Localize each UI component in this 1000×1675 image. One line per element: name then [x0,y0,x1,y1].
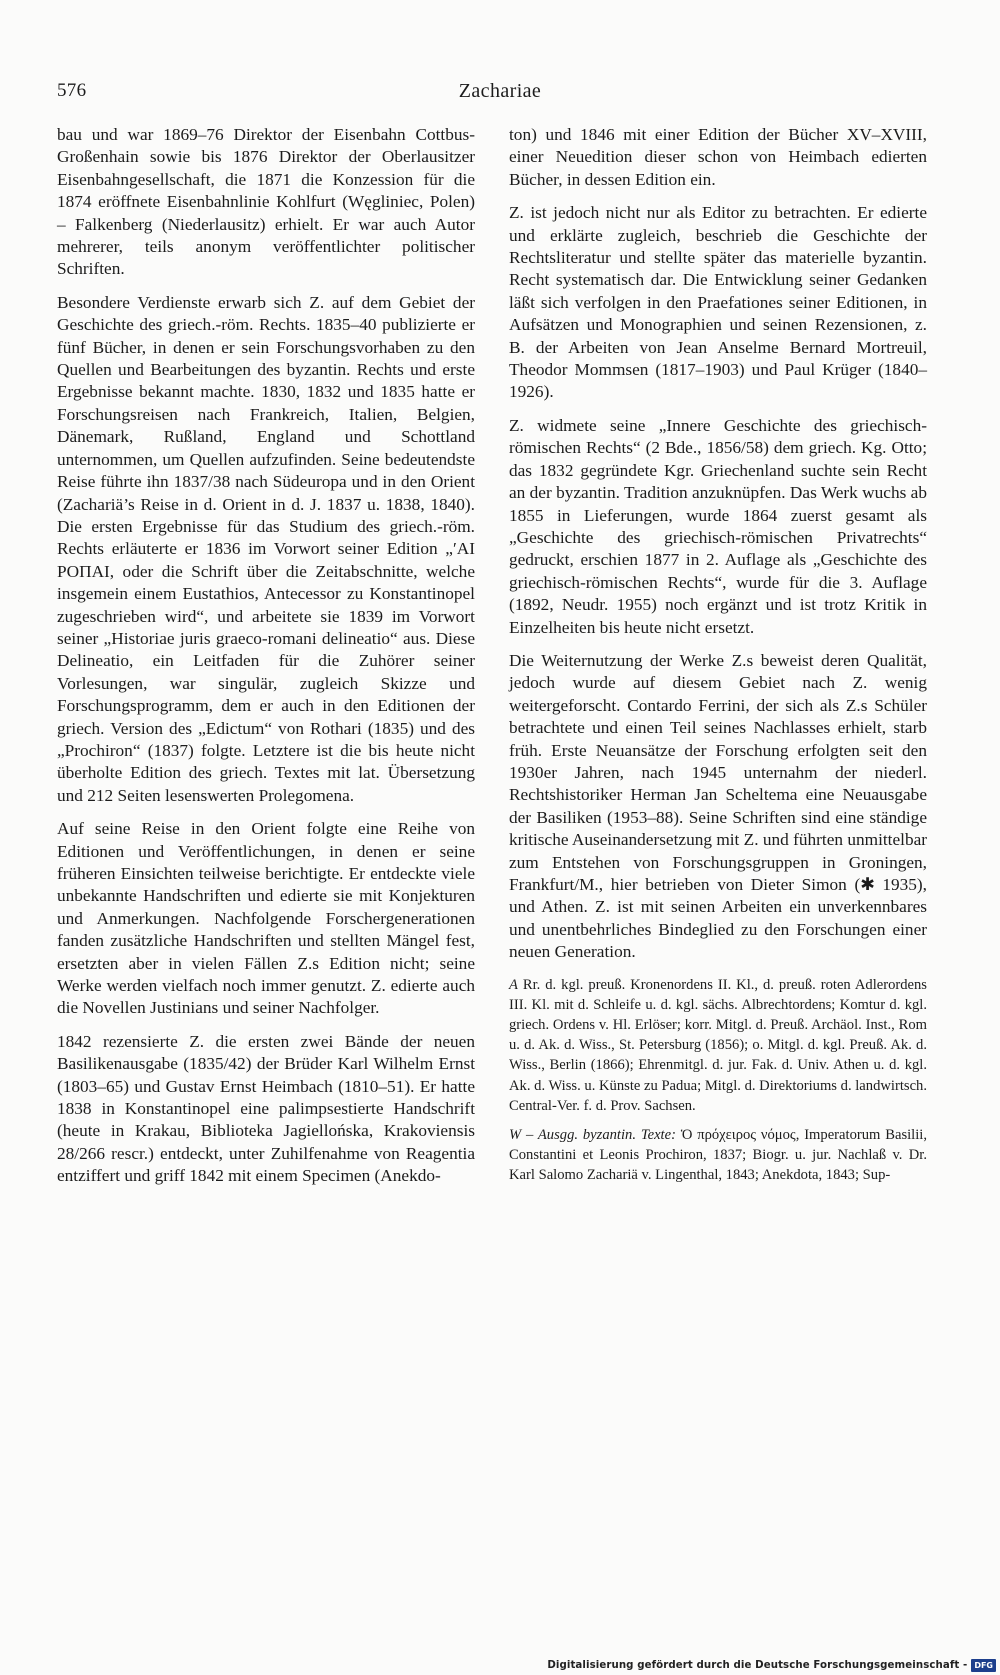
awards-label: A [509,976,518,993]
paragraph: Besondere Verdienste erwarb sich Z. auf dem Gebiet der Geschichte des griech.-röm. Rechts. 1835–40 publizierte er fünf Bücher, in denen er sein Forschungsvorhaben zu den Quellen und Bearbeitungen des byzantin. Rechts und erste Ergebnisse bekannt machte. 1830, 1832 und 1835 hatte er Forschungsreisen nach Frankreich, Italien, Belgien, Dänemark, Rußland, England und Schottland unternommen, um Quellen aufzufinden. Seine bedeutendste Reise führte ihn 1837/38 nach Südeuropa und in den Orient (Zachariä’s Reise in d. Orient in d. J. 1837 u. 1838, 1840). Die ersten Ergebnisse für das Studium des griech.-röm. Rechts erläuterte er 1836 im Vorwort seiner Edition „ʹΑΙ ΡΟΠΑΙ, oder die Schrift über die Zeitabschnitte, welche insgemein einem Eustathios, Antecessor zu Konstantinopel zugeschrieben wird“, und arbeitete sie 1839 im Vorwort seiner „Historiae juris graeco-romani delineatio“ aus. Diese Delineatio, ein Leitfaden für die Zuhörer seiner Vorlesungen, war singulär, zugleich Skizze und Forschungsprogramm, dem er auch in den Editionen der griech. Version des „Edictum“ von Rothari (1835) und des „Prochiron“ (1837) folgte. Letztere ist die bis heute nicht überholte Edition des griech. Textes mit lat. Übersetzung und 212 Seiten lesenswerten Prolegomena. [57,292,475,805]
page-number: 576 [57,80,87,101]
works-label: W – Ausgg. byzantin. Texte: [509,1127,676,1144]
dfg-logo-icon: DFG [971,1659,996,1672]
left-column [57,124,475,1199]
paragraph: Auf seine Reise in den Orient folgte eine Reihe von Editionen und Veröffentlichungen, in denen er seine früheren Einsichten teilweise berichtigte. Er entdeckte viele unbekannte Handschriften und edierte sie mit Konjekturen und Anmerkungen. Nachfolgende Forschergenerationen fanden zusätzliche Handschriften und stellten Mängel fest, ersetzten aber in vielen Fällen Z.s Edition nicht; seine Werke werden vielfach noch immer genutzt. Z. edierte auch die Novellen Justinians und seiner Nachfolger. [57,819,475,1018]
right-column [509,124,927,1195]
digitization-credit-text: Digitalisierung gefördert durch die Deutsche Forschungsgemeinschaft - [547,1660,968,1671]
paragraph: Die Weiternutzung der Werke Z.s beweist deren Qualität, jedoch wurde auf diesem Gebiet nach Z. wenig weitergeforscht. Contardo Ferrini, der sich als Z.s Schüler betrachtete und einen Teil seines Nachlasses erhielt, starb früh. Erste Neuansätze der Forschung erfolgten seit den 1930er Jahren, nach 1945 unternahm der niederl. Rechtshistoriker Herman Jan Scheltema eine Neuausgabe der Basiliken (1953–88). Seine Schriften sind eine ständige kritische Auseinandersetzung mit Z. und führten unmittelbar zum Entstehen von Forschungsgruppen in Groningen, Frankfurt/M., hier betrieben von Dieter Simon (✱ 1935), und Athen. Z. ist mit seinen Arbeiten ein unverkennbares und unentbehrliches Bindeglied zu den Forschungen einer neuen Generation. [509,650,928,962]
paragraph: ton) und 1846 mit einer Edition der Bücher XV–XVIII, einer Neuedition dieser schon von Heimbach edierten Bücher, in dessen Edition ein. [509,125,927,189]
awards-section [509,975,927,1116]
running-head: Zachariae [458,80,542,102]
paragraph: Z. ist jedoch nicht nur als Editor zu betrachten. Er edierte und erklärte zugleich, beschrieb die Geschichte der Rechtsliteratur und stellte später das materielle byzantin. Recht systematisch dar. Die Entwicklung seiner Gedanken läßt sich verfolgen in den Praefationes seiner Editionen, in Aufsätzen und Monographien und seinen Rezensionen, z. B. der Arbeiten von Jean Anselme Bernard Mortreuil, Theodor Mommsen (1817–1903) und Paul Krüger (1840–1926). [509,203,927,402]
paragraph: 1842 rezensierte Z. die ersten zwei Bände der neuen Basilikenausgabe (1835/42) der Brüder Karl Wilhelm Ernst (1803–65) und Gustav Ernst Heimbach (1810–51). Er hatte 1838 in Konstantinopel eine palimpsestierte Handschrift (heute in Krakau, Biblioteka Jagiellońska, Krakoviensis 28/266 rescr.) entdeckt, unter Zuhilfenahme von Reagentia entziffert und griff 1842 mit einem Specimen (Anekdo- [57,1031,475,1186]
paragraph: Z. widmete seine „Innere Geschichte des griechisch-römischen Rechts“ (2 Bde., 1856/58) dem griech. Kg. Otto; das 1832 gegründete Kgr. Griechenland suchte sein Recht an der byzantin. Tradition anzuknüpfen. Das Werk wuchs ab 1855 in Lieferungen, wurde 1864 zuerst gesamt als „Geschichte des griechisch-römischen Privatrechts“ gedruckt, erschien 1877 in 2. Auflage als „Geschichte des griechisch-römischen Rechts“, wurde für die 3. Auflage (1892, Neudr. 1955) noch ergänzt und ist trotz Kritik in Einzelheiten bis heute nicht ersetzt. [509,415,927,637]
awards-text: Rr. d. kgl. preuß. Kronenordens II. Kl., d. preuß. roten Adlerordens III. Kl. mit d. Schleife u. d. kgl. sächs. Albrechtordens; Komtur d. kgl. griech. Ordens v. Hl. Erlöser; korr. Mitgl. d. Preuß. Archäol. Inst., Rom u. d. Ak. d. Wiss., St. Petersburg (1856); o. Mitgl. d. kgl. Preuß. Ak. d. Wiss., Berlin (1866); Ehrenmitgl. d. jur. Fak. d. Univ. Athen u. d. kgl. Ak. d. Wiss. u. Künste zu Padua; Mitgl. d. Direktoriums d. landwirtsch. Central-Ver. f. d. Prov. Sachsen. [509,976,927,1114]
works-text: Ὁ πρόχειρος νόμος, Imperatorum Basilii, Constantini et Leonis Prochiron, 1837; Biogr. u. jur. Nachlaß v. Dr. Karl Salomo Zachariä v. Lingenthal, 1843; Anekdota, 1843; Sup- [509,1127,927,1184]
paragraph: bau und war 1869–76 Direktor der Eisenbahn Cottbus-Großenhain sowie bis 1876 Direktor der Oberlausitzer Eisenbahngesellschaft, die 1871 die Konzession für die 1874 eröffnete Eisenbahnlinie Kohlfurt (Węgliniec, Polen) – Falkenberg (Niederlausitz) erhielt. Er war auch Autor mehrerer, teils anonym veröffentlichter politischer Schriften. [57,125,475,279]
works-section [509,1125,927,1186]
digitization-credit [547,1659,996,1672]
